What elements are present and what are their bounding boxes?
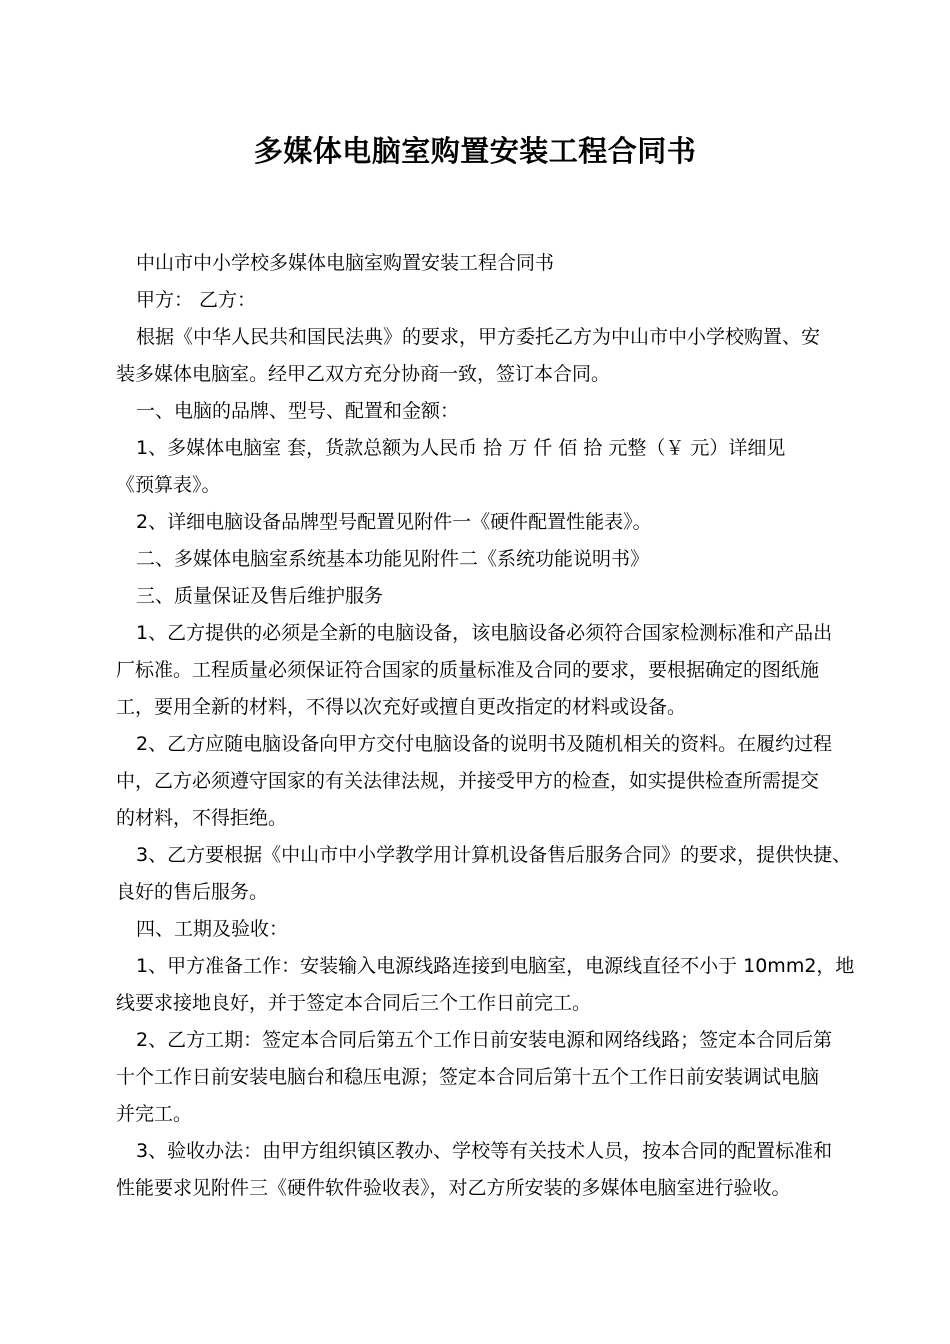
paragraph-line: 《预算表》。	[116, 474, 221, 496]
document-body	[116, 245, 855, 1207]
paragraph-line: 2、乙方应随电脑设备向甲方交付电脑设备的说明书及随机相关的资料。在履约过程	[136, 733, 833, 755]
paragraph-line: 厂标准。工程质量必须保证符合国家的质量标准及合同的要求，要根据确定的图纸施	[116, 659, 820, 681]
paragraph-line: 1、乙方提供的必须是全新的电脑设备，该电脑设备必须符合国家检测标准和产品出	[136, 622, 833, 644]
paragraph-line: 3、乙方要根据《中山市中小学教学用计算机设备售后服务合同》的要求，提供快捷、	[136, 844, 852, 866]
paragraph-line: 中，乙方必须遵守国家的有关法律法规，并接受甲方的检查，如实提供检查所需提交	[116, 770, 820, 792]
paragraph-line: 2、乙方工期：签定本合同后第五个工作日前安装电源和网络线路；签定本合同后第	[136, 1029, 833, 1051]
section-heading: 四、工期及验收：	[136, 918, 289, 940]
paragraph-line: 并完工。	[116, 1103, 193, 1125]
paragraph-line: 装多媒体电脑室。经甲乙双方充分协商一致，签订本合同。	[116, 363, 611, 385]
paragraph-line: 工，要用全新的材料，不得以次充好或擅自更改指定的材料或设备。	[116, 696, 687, 718]
paragraph-line: 2、详细电脑设备品牌型号配置见附件一《硬件配置性能表》。	[136, 511, 652, 533]
paragraph-line: 根据《中华人民共和国民法典》的要求，甲方委托乙方为中山市中小学校购置、安	[136, 326, 821, 348]
paragraph-line: 十个工作日前安装电脑台和稳压电源；签定本合同后第十五个工作日前安装调试电脑	[116, 1066, 820, 1088]
section-heading: 三、质量保证及售后维护服务	[136, 585, 384, 607]
paragraph-line: 甲方： 乙方：	[136, 289, 257, 311]
paragraph-line: 线要求接地良好，并于签定本合同后三个工作日前完工。	[116, 992, 592, 1014]
document-title: 多媒体电脑室购置安装工程合同书	[253, 134, 697, 168]
paragraph-line: 1、多媒体电脑室 套，货款总额为人民币 拾 万 仟 佰 拾 元整（￥ 元）详细见	[136, 437, 786, 459]
paragraph-line: 良好的售后服务。	[116, 881, 269, 903]
paragraph-line: 3、验收办法：由甲方组织镇区教办、学校等有关技术人员，按本合同的配置标准和	[136, 1140, 833, 1162]
paragraph-line: 中山市中小学校多媒体电脑室购置安装工程合同书	[136, 252, 555, 274]
paragraph-line: 性能要求见附件三《硬件软件验收表》，对乙方所安装的多媒体电脑室进行验收。	[116, 1177, 791, 1199]
section-heading: 一、电脑的品牌、型号、配置和金额：	[136, 400, 460, 422]
paragraph-line: 1、甲方准备工作：安装输入电源线路连接到电脑室，电源线直径不小于 10mm2，地	[136, 955, 855, 977]
section-heading: 二、多媒体电脑室系统基本功能见附件二《系统功能说明书》	[136, 548, 650, 570]
paragraph-line: 的材料，不得拒绝。	[116, 807, 288, 829]
